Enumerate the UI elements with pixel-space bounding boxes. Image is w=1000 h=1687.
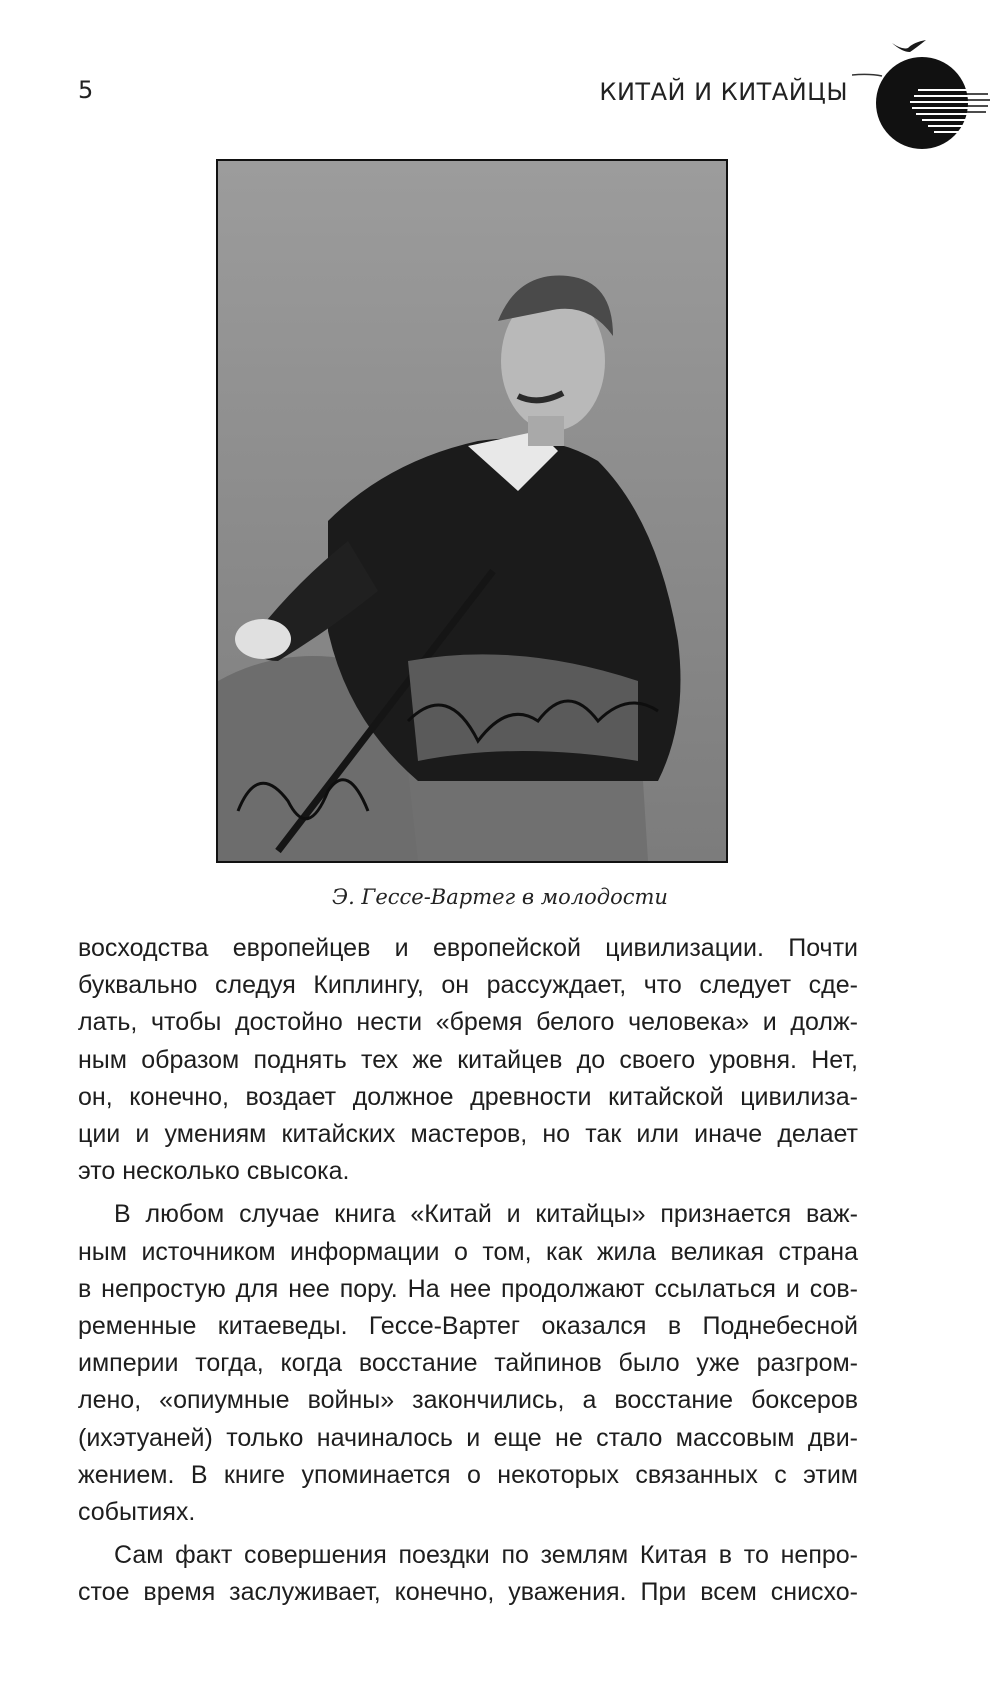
text-line: лать, чтобы достойно нести «бремя белого человека» и долж- (78, 1008, 858, 1037)
text-line: (ихэтуаней) только начиналось и еще не стало массовым дви- (78, 1423, 858, 1452)
text-line: ции и умениям китайских мастеров, но так или иначе делает (78, 1120, 858, 1149)
text-line: восходства европейцев и европейской цивилизации. Почти (78, 934, 858, 962)
text-line: ременные китаеведы. Гессе-Вартег оказался в Поднебесной (78, 1312, 858, 1341)
text-line: жением. В книге упоминается о некоторых связанных с этим (78, 1460, 858, 1489)
paragraph (78, 1537, 858, 1611)
text-line: в непростую для нее пору. На нее продолжают ссылаться и сов- (78, 1274, 858, 1303)
text-line: событиях. (78, 1498, 196, 1527)
page-number: 5 (78, 76, 94, 104)
paragraph (78, 930, 858, 1190)
text-line: Сам факт совершения поездки по землям Китая в то непро- (114, 1541, 858, 1570)
photo-caption: Э. Гессе-Вартег в молодости (332, 885, 668, 909)
text-line: это несколько свысока. (78, 1157, 350, 1186)
portrait-photo (216, 159, 728, 863)
moon-bird-ornament-icon (852, 28, 992, 168)
text-line: ным образом поднять тех же китайцев до своего уровня. Нет, (78, 1045, 858, 1074)
text-line: лено, «опиумные войны» закончились, а восстание боксеров (78, 1386, 858, 1415)
bird-icon (892, 40, 926, 52)
running-title: КИТАЙ И КИТАЙЦЫ (599, 78, 848, 106)
text-line: В любом случае книга «Китай и китайцы» признается важ- (114, 1200, 858, 1229)
text-line: ным источником информации о том, как жила великая страна (78, 1237, 858, 1266)
body-text (78, 930, 858, 1618)
text-line: буквально следуя Киплингу, он рассуждает, что следует сде- (78, 971, 858, 1000)
text-line: империи тогда, когда восстание тайпинов было уже разгром- (78, 1349, 858, 1378)
text-line: стое время заслуживает, конечно, уважения. При всем снисхо- (78, 1578, 858, 1607)
paragraph (78, 1196, 858, 1531)
text-line: он, конечно, воздает должное древности китайской цивилиза- (78, 1082, 858, 1111)
